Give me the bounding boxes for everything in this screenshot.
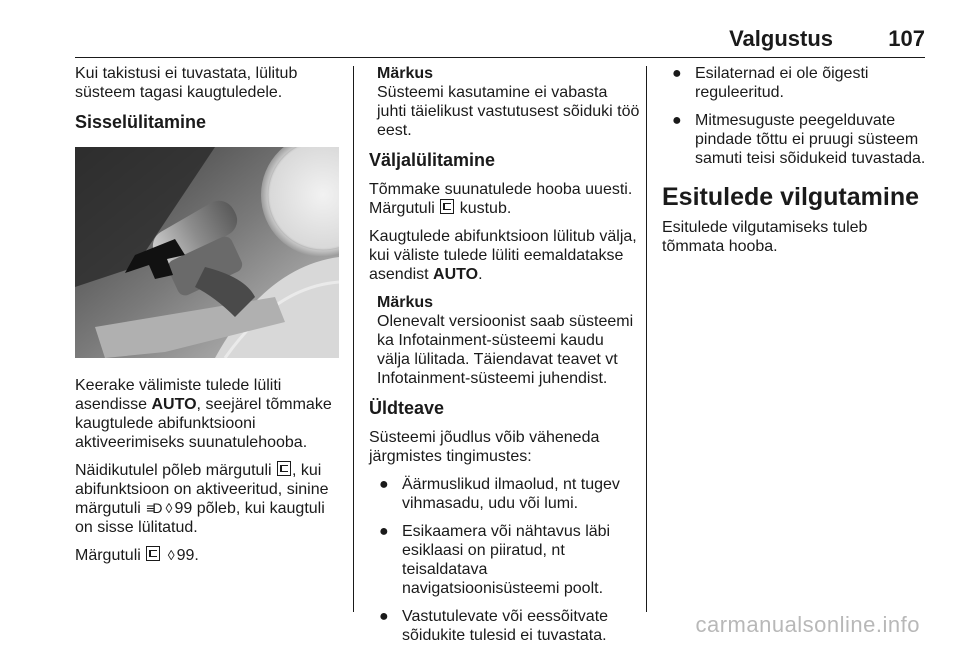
list-item: ● Äärmuslikud ilmaolud, nt tugev vihmasadu, udu või lumi. [379,476,620,512]
bullet-icon: ● [672,112,682,129]
note-text: Süsteemi kasutamine ei vabasta juhti täielikust vastutusest sõiduki töö eest. [377,84,640,139]
list-item: ● Esikaamera või nähtavus läbi esiklaasi on piiratud, nt teisaldatava navigatsioonisüsteemi poolt. [379,523,611,597]
high-beam-icon: ≡D [146,500,161,516]
list-item: ● Esilaternad ei ole õigesti reguleeritud. [672,65,869,101]
note-label: Märkus [377,294,434,311]
turn-signal-lever-illustration [75,147,339,358]
column-3 [662,64,928,265]
paragraph-switch-off: Kaugtulede abifunktsioon lülitub välja, kui väliste tulede lüliti eemaldatakse asendist AUTO. [369,228,637,283]
paragraph-flash: Esitulede vilgutamiseks tuleb tõmmata hooba. [662,219,868,255]
heading-sisselulitamine: Sisselülitamine [75,112,207,132]
high-beam-assist-icon [146,546,160,561]
note-2 [377,293,641,388]
bullet-icon: ● [379,608,389,625]
high-beam-assist-icon [277,461,291,476]
note-label: Märkus [377,65,434,82]
heading-valjalulitamine: Väljalülitamine [369,150,496,170]
page-header [75,26,925,56]
page-title: Valgustus [729,26,833,51]
bullet-icon: ● [379,523,389,540]
column-divider-2 [646,66,647,612]
list-item: ● Mitmesuguste peegelduvate pindade tõttu ei pruugi süsteem samuti teisi sõidukeid tuvastada. [672,112,926,167]
paragraph-general: Süsteemi jõudlus võib väheneda järgmistes tingimustes: [369,429,600,465]
header-rule [75,57,925,58]
heading-esitulede-vilgutamine: Esitulede vilgutamine [662,183,920,211]
paragraph-indicator: Näidikutulel põleb märgutuli , kui abifunktsioon on aktiveeritud, sinine märgutuli ≡D ◊ 99 põleb, kui kaugtuli on sisse lülitatud. [75,462,329,536]
heading-uldteave: Üldteave [369,398,445,418]
page-number: 107 [888,26,925,51]
lever-photo [75,147,339,358]
paragraph-deactivate: Tõmmake suunatulede hooba uuesti. Märgutuli kustub. [369,181,633,217]
column-2 [369,64,641,654]
paragraph-indicator-ref: Märgutuli ◊ 99. [75,547,199,564]
intro-paragraph: Kui takistusi ei tuvastata, lülitub süsteem tagasi kaugtuledele. [75,65,298,101]
column-1 [75,64,343,574]
high-beam-assist-icon [440,199,454,214]
column-divider-1 [353,66,354,612]
conditions-list-continued [662,64,928,168]
watermark: carmanualsonline.info [695,612,920,637]
paragraph-activate: Keerake välimiste tulede lüliti asendisse AUTO, seejärel tõmmake kaugtulede abifunktsiooni aktiveerimiseks suunatulehooba. [75,377,332,451]
note-1 [377,64,641,140]
reference-arrow-icon: ◊ [167,547,175,563]
bullet-icon: ● [379,476,389,493]
reference-arrow-icon: ◊ [165,500,173,516]
list-item: ● Vastutulevate või eessõitvate sõidukite tulesid ei tuvastata. [379,608,609,644]
note-text: Olenevalt versioonist saab süsteemi ka Infotainment-süsteemi kaudu välja lülitada. Täiendavat teavet vt Infotainment-süsteemi juhendist. [377,313,634,387]
bullet-icon: ● [672,65,682,82]
conditions-list [369,475,641,645]
